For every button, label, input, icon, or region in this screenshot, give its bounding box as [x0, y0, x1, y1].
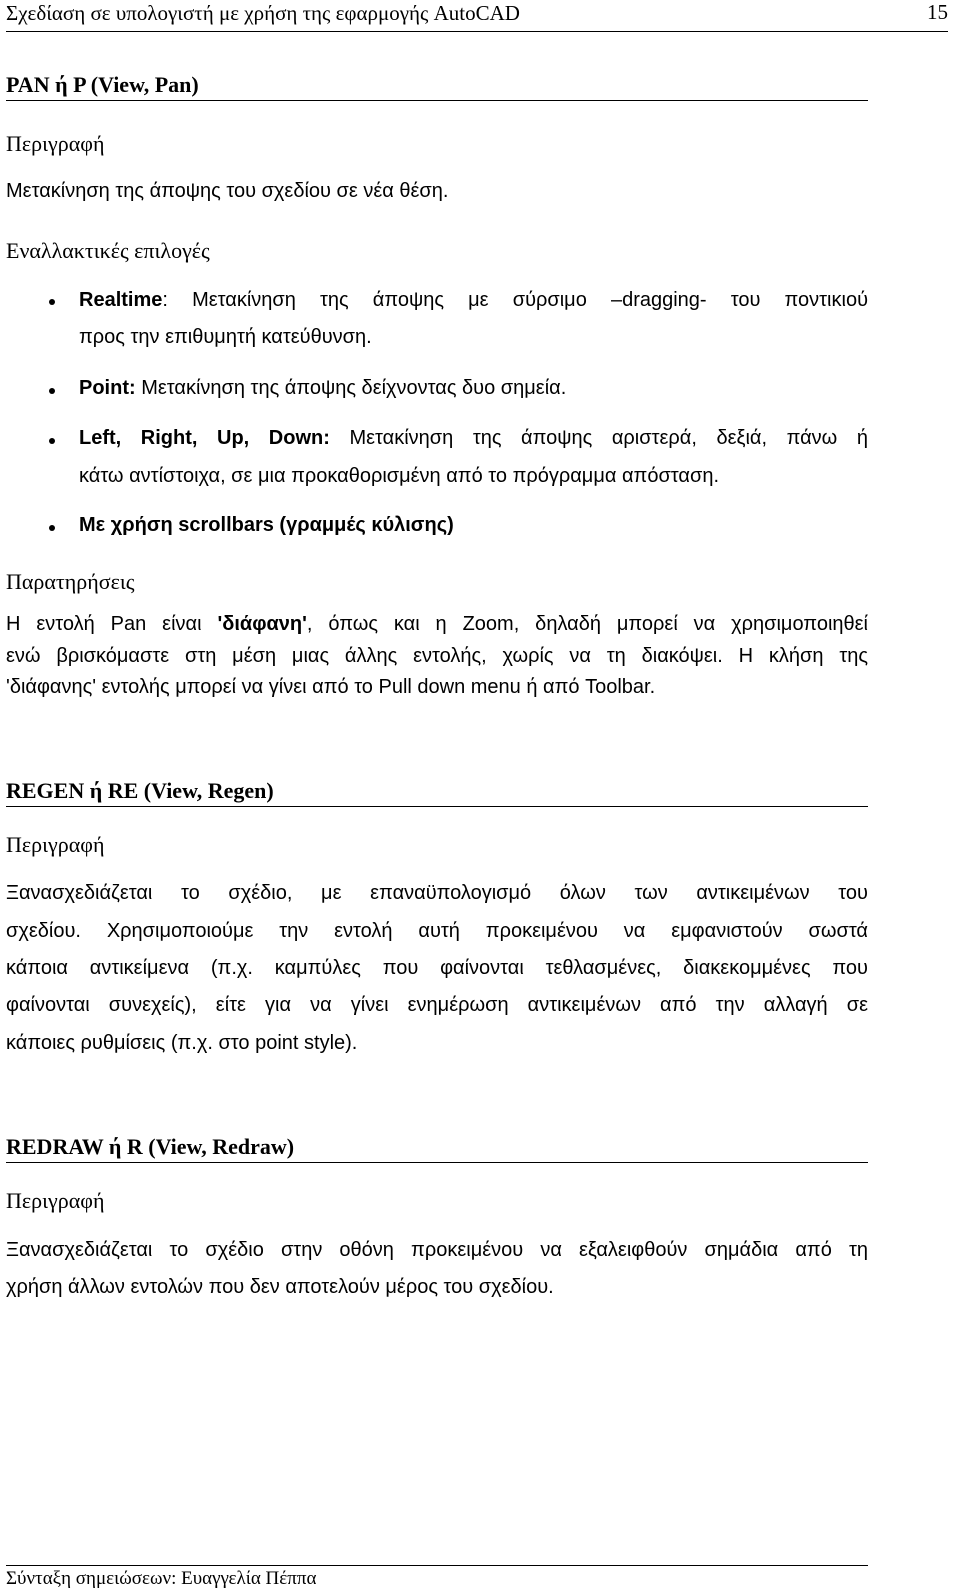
notes-emphasis: 'διάφανη' — [217, 613, 307, 635]
bullet-icon — [49, 299, 55, 305]
regen-title-rule — [6, 806, 868, 807]
option-term: Realtime — [79, 289, 163, 311]
regen-description-label: Περιγραφή — [6, 832, 105, 857]
notes-text: Η εντολή Pan είναι — [6, 613, 218, 635]
redraw-section-title: REDRAW ή R (View, Redraw) — [6, 1134, 295, 1159]
pan-description-label: Περιγραφή — [6, 131, 105, 156]
pan-notes-line-3: 'διάφανης' εντολής μπορεί να γίνει από το Pull down menu ή από Toolbar. — [6, 676, 656, 698]
header-title: Σχεδίαση σε υπολογιστή με χρήση της εφαρμογής AutoCAD — [6, 1, 520, 25]
page-number: 15 — [927, 0, 948, 24]
header-rule — [6, 31, 948, 32]
regen-text-line-4: φαίνονται συνεχείς), είτε για να γίνει ενημέρωση αντικειμένων από την αλλαγή σε — [6, 994, 868, 1016]
pan-section-title: PAN ή P (View, Pan) — [6, 72, 199, 97]
option-term: Point: — [79, 377, 136, 399]
redraw-text-line-1: Ξανασχεδιάζεται το σχέδιο στην οθόνη προκειμένου να εξαλειφθούν σημάδια από τη — [6, 1239, 868, 1261]
pan-option-directions-cont: κάτω αντίστοιχα, σε μια προκαθορισμένη από το πρόγραμμα απόσταση. — [79, 465, 719, 487]
pan-option-realtime — [79, 289, 868, 312]
regen-text-line-2: σχεδίου. Χρησιμοποιούμε την εντολή αυτή προκειμένου να εμφανιστούν σωστά — [6, 920, 868, 942]
footer-rule — [6, 1565, 868, 1566]
pan-notes-label: Παρατηρήσεις — [6, 569, 135, 594]
option-text: Μετακίνηση της άποψης αριστερά, δεξιά, πάνω ή — [329, 427, 868, 449]
pan-option-directions — [79, 427, 868, 450]
option-term: Left, Right, Up, Down: — [79, 427, 330, 449]
bullet-icon — [49, 438, 55, 444]
pan-description-text: Μετακίνηση της άποψης του σχεδίου σε νέα θέση. — [6, 180, 449, 202]
pan-title-rule — [6, 100, 868, 101]
option-separator: : — [162, 289, 193, 311]
bullet-icon — [49, 388, 55, 394]
option-text: Μετακίνηση της άποψης δείχνοντας δυο σημεία. — [135, 377, 567, 399]
pan-option-point — [79, 377, 566, 400]
regen-text-line-3: κάποια αντικείμενα (π.χ. καμπύλες που φαίνονται τεθλασμένες, διακεκομμένες που — [6, 957, 868, 979]
pan-option-scrollbars: Με χρήση scrollbars (γραμμές κύλισης) — [79, 514, 454, 536]
pan-notes-line-2: ενώ βρισκόμαστε στη μέση μιας άλλης εντολής, χωρίς να τη διακόψει. Η κλήση της — [6, 645, 868, 667]
bullet-icon — [49, 525, 55, 531]
pan-option-realtime-cont: προς την επιθυμητή κατεύθυνση. — [79, 326, 372, 348]
footer-author: Σύνταξη σημειώσεων: Ευαγγελία Πέππα — [6, 1568, 317, 1589]
pan-notes-line-1 — [6, 613, 868, 636]
regen-text-line-5: κάποιες ρυθμίσεις (π.χ. στο point style). — [6, 1032, 358, 1054]
regen-text-line-1: Ξανασχεδιάζεται το σχέδιο, με επαναϋπολογισμό όλων των αντικειμένων του — [6, 882, 868, 904]
redraw-text-line-2: χρήση άλλων εντολών που δεν αποτελούν μέρος του σχεδίου. — [6, 1276, 554, 1298]
notes-text: , όπως και η Zoom, δηλαδή μπορεί να χρησιμοποιηθεί — [306, 613, 868, 635]
pan-alternatives-label: Εναλλακτικές επιλογές — [6, 238, 210, 263]
option-text: Μετακίνηση της άποψης με σύρσιμο –dragging- του ποντικιού — [192, 289, 868, 311]
redraw-description-label: Περιγραφή — [6, 1188, 105, 1213]
regen-section-title: REGEN ή RE (View, Regen) — [6, 778, 274, 803]
redraw-title-rule — [6, 1162, 868, 1163]
